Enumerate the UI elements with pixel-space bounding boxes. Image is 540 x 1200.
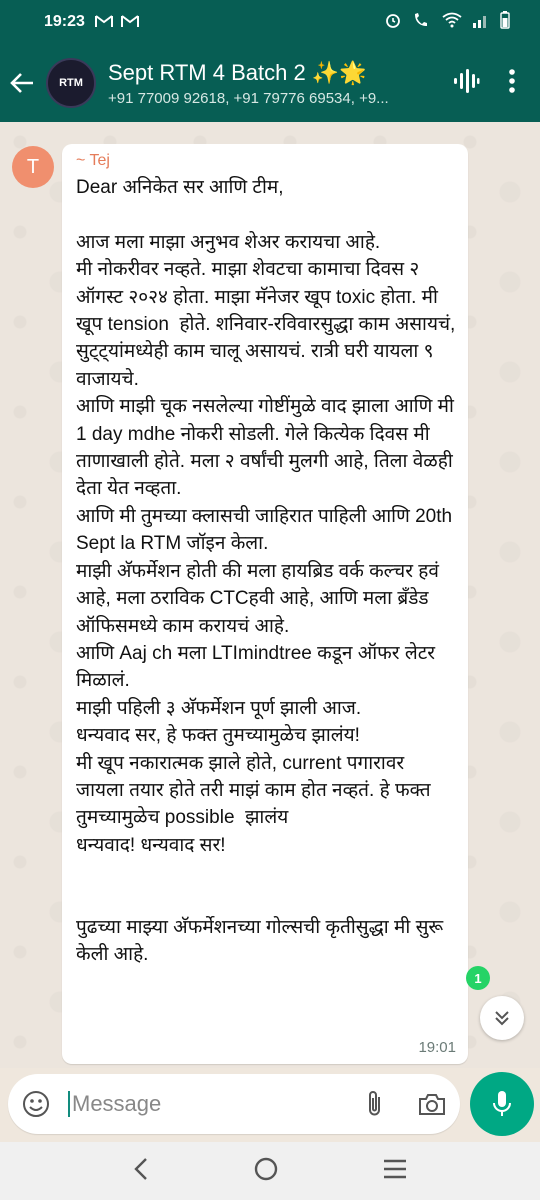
message-list[interactable] [0,122,540,1068]
wifi-icon [442,12,462,33]
sender-initial: T [26,155,40,178]
battery-icon [500,11,510,34]
sender-avatar[interactable] [12,146,54,188]
chat-header [0,44,540,122]
chat-title-area[interactable] [108,60,438,107]
chat-title: Sept RTM 4 Batch 2 ✨🌟 [108,59,367,85]
wifi-call-icon [412,11,432,34]
message-bubble[interactable] [62,144,468,1064]
scroll-to-bottom-button[interactable] [480,996,524,1040]
attach-button[interactable] [364,1089,386,1119]
message-composer [8,1074,460,1134]
more-vertical-icon [508,68,516,94]
back-arrow-icon [9,71,35,95]
emoji-icon [22,1090,50,1118]
nav-back-button[interactable] [132,1157,150,1186]
paperclip-icon [364,1089,386,1119]
gmail-icon [95,14,113,31]
nav-back-icon [132,1157,150,1181]
chat-participants: +91 77009 92618, +91 79776 69534, +9... [108,89,389,107]
group-avatar-text: RTM [59,77,83,89]
nav-home-icon [253,1156,279,1182]
nav-home-button[interactable] [253,1156,279,1187]
system-navigation-bar [0,1142,540,1200]
gmail-icon [121,14,139,31]
more-options-button[interactable] [508,68,516,99]
voice-message-button[interactable] [470,1072,534,1136]
back-button[interactable] [0,44,44,122]
message-text: Dear अनिकेत सर आणि टीम, आज मला माझा अनुभव शेअर करायचा आहे. मी नोकरीवर नव्हते. माझा शेवटचा कामाचा दिवस २ ऑगस्ट २०२४ होता. माझा मॅनेजर खूप toxic होता. मी खूप tension होते. शनिवार-रविवारसुद्धा काम असायचं, सुट्ट्यांमध्येही काम चालू असायचं. रात्री घरी यायला ९ वाजायचे. आणि माझी चूक नसलेल्या गोष्टींमुळे वाद झाला आणि मी 1 day mdhe नोकरी सोडली. गेले कित्येक दिवस मी ताणाखाली होते. मला २ वर्षांची मुलगी आहे, तिला वेळही देता येत नव्हता. आणि मी तुमच्या क्लासची जाहिरात पाहिली आणि 20th Sept la RTM जॉइन केला. माझी अ‍ॅफर्मेशन होती की मला हायब्रिड वर्क कल्चर हवं आहे, मला ठराविक CTCहवी आहे, आणि मला ब्रँडेड ऑफिसमध्ये काम करायचं आहे. आणि Aaj ch मला LTImindtree कडून ऑफर लेटर मिळालं. माझी पहिली ३ अ‍ॅफर्मेशन पूर्ण झाली आज. धन्यवाद सर, हे फक्त तुमच्यामुळेच झालंय! मी खूप नकारात्मक झाले होते, current पगारावर जायला तयार होते तरी माझं काम होत नव्हतं. हे फक्त तुमच्यामुळेच possible झालंय धन्यवाद! धन्यवाद सर! पुढच्या माझ्या अ‍ॅफर्मेशनच्या गोल्सची कृतीसुद्धा मी सुरू केली आहे. [76,177,456,966]
audio-wave-icon [452,67,480,95]
status-time: 19:23 [44,13,85,30]
emoji-button[interactable] [22,1090,50,1118]
signal-icon [472,12,490,33]
camera-button[interactable] [418,1092,446,1116]
message-time: 19:01 [418,1039,456,1056]
message-input[interactable] [68,1091,318,1117]
unread-count-badge: 1 [466,966,490,990]
alarm-icon [384,11,402,34]
microphone-icon [491,1089,513,1119]
double-chevron-down-icon [492,1008,512,1028]
nav-recents-button[interactable] [382,1158,408,1185]
sender-name[interactable]: ~ Tej [76,152,110,169]
status-bar [0,0,540,44]
group-avatar[interactable] [46,58,96,108]
camera-icon [418,1092,446,1116]
nav-recents-icon [382,1158,408,1180]
audio-chat-button[interactable] [452,67,480,100]
